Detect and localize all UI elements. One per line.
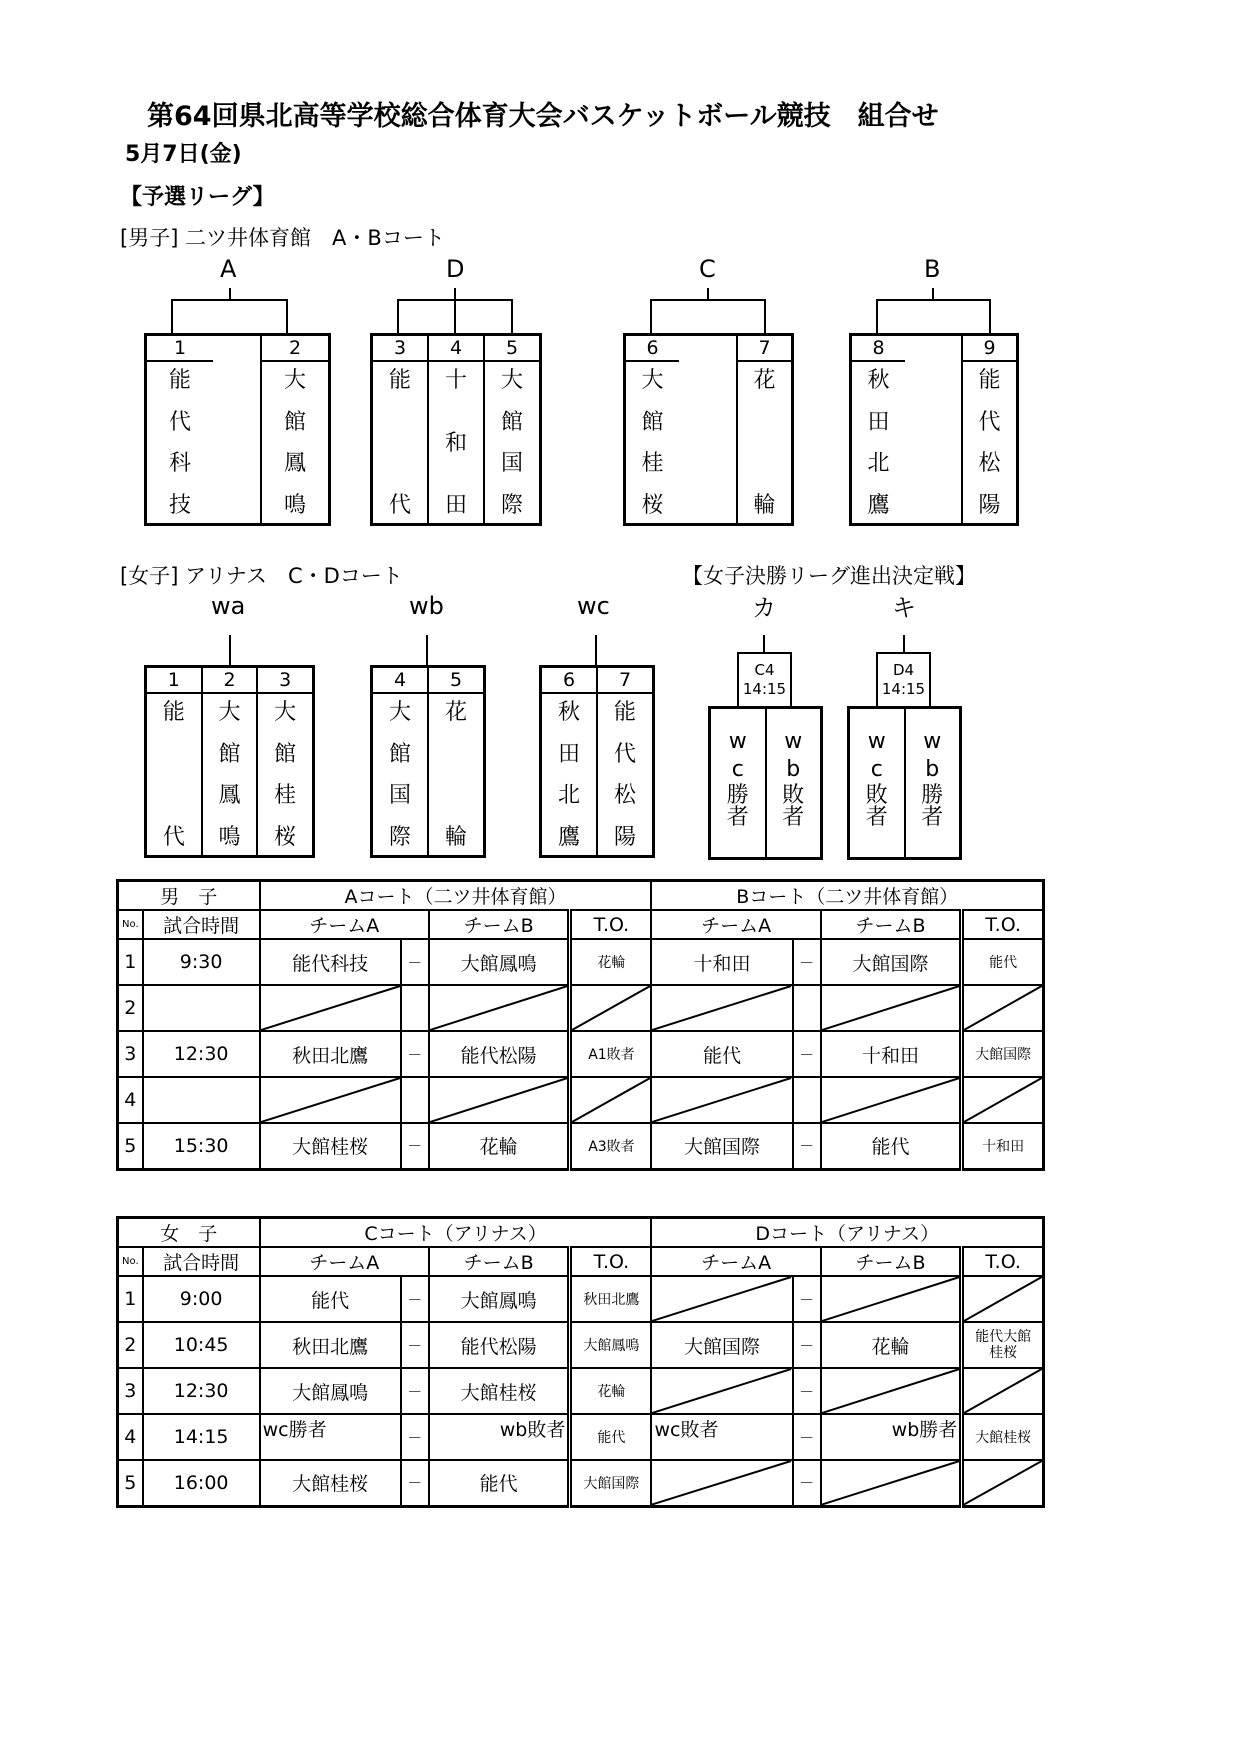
match-time: 16:00 bbox=[143, 1460, 260, 1506]
boys-schedule-table bbox=[116, 879, 1045, 1171]
match-time: 9:30 bbox=[143, 939, 260, 985]
team-b: 花輪 bbox=[429, 1123, 570, 1169]
court-header: Cコート（アリナス） bbox=[260, 1218, 652, 1248]
vs-dash: － bbox=[401, 1368, 429, 1414]
table-row bbox=[118, 1368, 1044, 1414]
playoff-match-info: C4 14:15 bbox=[737, 652, 792, 708]
empty-cell bbox=[962, 985, 1044, 1031]
match-time: 10:45 bbox=[143, 1322, 260, 1368]
team-b: 大館鳳鳴 bbox=[429, 939, 570, 985]
empty-cell bbox=[651, 1368, 792, 1414]
table-official: 大館鳳鳴 bbox=[570, 1322, 652, 1368]
section-title: 【予選リーグ】 bbox=[120, 185, 275, 210]
vs-dash: － bbox=[793, 1414, 821, 1460]
empty-cell bbox=[651, 1276, 792, 1322]
table-official: 花輪 bbox=[570, 939, 652, 985]
team-name: w b 敗 者 bbox=[782, 729, 805, 830]
court-header: Aコート（二ツ井体育館） bbox=[260, 881, 652, 911]
boys-venue: [男子] 二ツ井体育館 A・Bコート bbox=[120, 226, 445, 250]
team-name: 大 館 鳳 鳴 bbox=[283, 368, 306, 518]
team-number: 9 bbox=[963, 336, 1016, 362]
empty-cell bbox=[651, 1460, 792, 1506]
match-time: 14:15 bbox=[143, 1414, 260, 1460]
date: 5月7日(金) bbox=[125, 142, 242, 167]
match-no: 5 bbox=[118, 1460, 143, 1506]
table-row bbox=[118, 985, 1044, 1031]
empty-cell bbox=[651, 985, 792, 1031]
team-number: 7 bbox=[598, 668, 652, 694]
team-number: 5 bbox=[485, 336, 539, 362]
team-name: w c 敗 者 bbox=[865, 729, 888, 830]
team-slot bbox=[147, 668, 201, 855]
match-no: 2 bbox=[118, 985, 143, 1031]
empty-cell bbox=[401, 985, 429, 1031]
team-b: 能代松陽 bbox=[429, 1031, 570, 1077]
to-header: T.O. bbox=[570, 910, 652, 939]
team-slot bbox=[904, 709, 960, 857]
match-time bbox=[143, 985, 260, 1031]
team-name: 大 館 鳳 鳴 bbox=[218, 700, 241, 850]
empty-cell bbox=[962, 1077, 1044, 1123]
no-header: No. bbox=[118, 1247, 143, 1276]
empty-cell bbox=[429, 985, 570, 1031]
match-no: 3 bbox=[118, 1031, 143, 1077]
team-slot bbox=[542, 668, 596, 855]
team-name: 秋 田 北 鷹 bbox=[867, 368, 890, 518]
team-name: 能 代 bbox=[388, 368, 411, 518]
table-official: 大館桂桜 bbox=[962, 1414, 1044, 1460]
playoff-match-info: D4 14:15 bbox=[876, 652, 931, 708]
group-label-wc: wc bbox=[577, 592, 610, 620]
match-no: 5 bbox=[118, 1123, 143, 1169]
to-header: T.O. bbox=[962, 1247, 1044, 1276]
team-b: 十和田 bbox=[821, 1031, 962, 1077]
team-name: 大 館 国 際 bbox=[388, 700, 411, 850]
team-b: 能代松陽 bbox=[429, 1322, 570, 1368]
vs-dash: － bbox=[793, 1322, 821, 1368]
time-header: 試合時間 bbox=[143, 910, 260, 939]
table-official: A1敗者 bbox=[570, 1031, 652, 1077]
team-slot bbox=[711, 709, 765, 857]
team-number: 1 bbox=[147, 336, 213, 362]
match-no: 3 bbox=[118, 1368, 143, 1414]
group-box-d bbox=[370, 333, 542, 526]
team-number: 3 bbox=[258, 668, 312, 694]
vs-dash: － bbox=[793, 1460, 821, 1506]
team-slot bbox=[626, 336, 679, 523]
vs-dash: － bbox=[793, 1031, 821, 1077]
team-b: 大館国際 bbox=[821, 939, 962, 985]
team-number: 6 bbox=[542, 668, 596, 694]
match-no: 4 bbox=[118, 1077, 143, 1123]
team-slot bbox=[256, 668, 312, 855]
table-official: 十和田 bbox=[962, 1123, 1044, 1169]
team-a: 大館桂桜 bbox=[260, 1123, 401, 1169]
empty-cell bbox=[793, 1077, 821, 1123]
team-slot bbox=[260, 336, 328, 523]
match-no: 1 bbox=[118, 939, 143, 985]
empty-cell bbox=[821, 1276, 962, 1322]
empty-cell bbox=[401, 1077, 429, 1123]
team-b-header: チームB bbox=[821, 1247, 962, 1276]
match-no: 2 bbox=[118, 1322, 143, 1368]
vs-dash: － bbox=[401, 939, 429, 985]
table-official: 能代 bbox=[962, 939, 1044, 985]
team-a-header: チームA bbox=[260, 910, 429, 939]
team-a: 十和田 bbox=[651, 939, 792, 985]
girls-final-title: 【女子決勝リーグ進出決定戦】 bbox=[682, 564, 976, 588]
team-a-header: チームA bbox=[651, 910, 820, 939]
table-row bbox=[118, 1031, 1044, 1077]
team-name: 能 代 松 陽 bbox=[978, 368, 1001, 518]
team-slot bbox=[852, 336, 905, 523]
team-b: wb敗者 bbox=[429, 1414, 570, 1460]
team-a: 能代 bbox=[260, 1276, 401, 1322]
team-a-header: チームA bbox=[651, 1247, 820, 1276]
group-box-wb bbox=[370, 665, 486, 858]
vs-dash: － bbox=[401, 1031, 429, 1077]
table-row bbox=[118, 1077, 1044, 1123]
to-header: T.O. bbox=[962, 910, 1044, 939]
team-slot bbox=[427, 668, 483, 855]
group-label-b: B bbox=[924, 255, 941, 283]
team-a: wc敗者 bbox=[651, 1414, 792, 1460]
vs-dash: － bbox=[401, 1276, 429, 1322]
team-name: w b 勝 者 bbox=[921, 729, 944, 830]
team-name: 能 代 松 陽 bbox=[613, 700, 636, 850]
team-number: 5 bbox=[429, 668, 483, 694]
group-label-wa: wa bbox=[211, 592, 246, 620]
to-header: T.O. bbox=[570, 1247, 652, 1276]
team-name: 花 輪 bbox=[753, 368, 776, 518]
girls-schedule-table bbox=[116, 1216, 1045, 1508]
table-official: A3敗者 bbox=[570, 1123, 652, 1169]
match-time: 12:30 bbox=[143, 1031, 260, 1077]
table-official: 大館国際 bbox=[962, 1031, 1044, 1077]
vs-dash: － bbox=[793, 1276, 821, 1322]
team-number: 3 bbox=[373, 336, 427, 362]
team-b: 花輪 bbox=[821, 1322, 962, 1368]
team-number: 6 bbox=[626, 336, 679, 362]
match-time bbox=[143, 1077, 260, 1123]
empty-cell bbox=[962, 1368, 1044, 1414]
gender-header: 女 子 bbox=[118, 1218, 260, 1248]
vs-dash: － bbox=[401, 1460, 429, 1506]
table-official: 秋田北鷹 bbox=[570, 1276, 652, 1322]
team-a: 能代科技 bbox=[260, 939, 401, 985]
group-label-c: C bbox=[699, 255, 716, 283]
playoff-label-ka: カ bbox=[752, 594, 776, 622]
team-a: 大館桂桜 bbox=[260, 1460, 401, 1506]
team-name: 能 代 bbox=[162, 700, 185, 850]
team-slot bbox=[147, 336, 213, 523]
empty-cell bbox=[821, 1368, 962, 1414]
empty-cell bbox=[793, 985, 821, 1031]
team-b-header: チームB bbox=[429, 910, 570, 939]
team-slot bbox=[483, 336, 539, 523]
team-a: 大館鳳鳴 bbox=[260, 1368, 401, 1414]
empty-cell bbox=[570, 1077, 652, 1123]
team-b: 能代 bbox=[429, 1460, 570, 1506]
vs-dash: － bbox=[401, 1123, 429, 1169]
team-number: 2 bbox=[262, 336, 328, 362]
team-a: 大館国際 bbox=[651, 1123, 792, 1169]
gender-header: 男 子 bbox=[118, 881, 260, 911]
table-official: 能代 bbox=[570, 1414, 652, 1460]
table-official: 大館国際 bbox=[570, 1460, 652, 1506]
table-row bbox=[118, 1414, 1044, 1460]
group-box-a bbox=[144, 333, 331, 526]
girls-venue: [女子] アリナス C・Dコート bbox=[120, 564, 403, 588]
playoff-box-ki bbox=[847, 706, 962, 860]
team-b: 能代 bbox=[821, 1123, 962, 1169]
table-row bbox=[118, 1322, 1044, 1368]
team-a-header: チームA bbox=[260, 1247, 429, 1276]
group-label-wb: wb bbox=[409, 592, 444, 620]
team-slot bbox=[201, 668, 257, 855]
team-name: 大 館 桂 桜 bbox=[274, 700, 297, 850]
group-box-b bbox=[849, 333, 1019, 526]
no-header: No. bbox=[118, 910, 143, 939]
table-official: 能代大館 桂桜 bbox=[962, 1322, 1044, 1368]
team-slot bbox=[373, 336, 427, 523]
time-header: 試合時間 bbox=[143, 1247, 260, 1276]
match-time: 12:30 bbox=[143, 1368, 260, 1414]
team-slot bbox=[736, 336, 791, 523]
team-slot bbox=[961, 336, 1016, 523]
team-slot bbox=[850, 709, 904, 857]
team-b-header: チームB bbox=[821, 910, 962, 939]
group-label-a: A bbox=[220, 255, 237, 283]
team-number: 4 bbox=[373, 668, 427, 694]
playoff-box-ka bbox=[708, 706, 823, 860]
team-name: 十 和 田 bbox=[444, 368, 467, 518]
vs-dash: － bbox=[793, 1368, 821, 1414]
table-row bbox=[118, 1460, 1044, 1506]
table-row bbox=[118, 1276, 1044, 1322]
match-time: 9:00 bbox=[143, 1276, 260, 1322]
team-slot bbox=[596, 668, 652, 855]
team-a: 能代 bbox=[651, 1031, 792, 1077]
vs-dash: － bbox=[401, 1414, 429, 1460]
team-number: 2 bbox=[203, 668, 257, 694]
court-header: Dコート（アリナス） bbox=[651, 1218, 1043, 1248]
vs-dash: － bbox=[793, 1123, 821, 1169]
team-b-header: チームB bbox=[429, 1247, 570, 1276]
table-row bbox=[118, 939, 1044, 985]
empty-cell bbox=[821, 985, 962, 1031]
group-box-c bbox=[623, 333, 794, 526]
empty-cell bbox=[821, 1077, 962, 1123]
team-a: 大館国際 bbox=[651, 1322, 792, 1368]
team-number: 1 bbox=[147, 668, 201, 694]
empty-cell bbox=[570, 985, 652, 1031]
match-no: 4 bbox=[118, 1414, 143, 1460]
team-name: 花 輪 bbox=[444, 700, 467, 850]
group-box-wa bbox=[144, 665, 315, 858]
team-number: 7 bbox=[738, 336, 791, 362]
court-header: Bコート（二ツ井体育館） bbox=[651, 881, 1043, 911]
team-name: 大 館 桂 桜 bbox=[641, 368, 664, 518]
group-box-wc bbox=[539, 665, 655, 858]
team-b: wb勝者 bbox=[821, 1414, 962, 1460]
empty-cell bbox=[962, 1460, 1044, 1506]
team-name: w c 勝 者 bbox=[726, 729, 749, 830]
empty-cell bbox=[821, 1460, 962, 1506]
team-number: 4 bbox=[429, 336, 483, 362]
table-row bbox=[118, 1123, 1044, 1169]
team-a: 秋田北鷹 bbox=[260, 1031, 401, 1077]
page-title: 第64回県北高等学校総合体育大会バスケットボール競技 組合せ bbox=[147, 101, 939, 132]
team-b: 大館鳳鳴 bbox=[429, 1276, 570, 1322]
team-number: 8 bbox=[852, 336, 905, 362]
empty-cell bbox=[260, 1077, 401, 1123]
group-label-d: D bbox=[446, 255, 465, 283]
team-a: 秋田北鷹 bbox=[260, 1322, 401, 1368]
empty-cell bbox=[429, 1077, 570, 1123]
empty-cell bbox=[260, 985, 401, 1031]
team-a: wc勝者 bbox=[260, 1414, 401, 1460]
playoff-label-ki: キ bbox=[892, 594, 916, 622]
table-official: 花輪 bbox=[570, 1368, 652, 1414]
vs-dash: － bbox=[401, 1322, 429, 1368]
match-no: 1 bbox=[118, 1276, 143, 1322]
team-slot bbox=[427, 336, 483, 523]
team-name: 秋 田 北 鷹 bbox=[557, 700, 580, 850]
empty-cell bbox=[651, 1077, 792, 1123]
empty-cell bbox=[962, 1276, 1044, 1322]
team-slot bbox=[373, 668, 427, 855]
team-name: 能 代 科 技 bbox=[168, 368, 191, 518]
team-b: 大館桂桜 bbox=[429, 1368, 570, 1414]
match-time: 15:30 bbox=[143, 1123, 260, 1169]
team-name: 大 館 国 際 bbox=[500, 368, 523, 518]
team-slot bbox=[765, 709, 821, 857]
vs-dash: － bbox=[793, 939, 821, 985]
